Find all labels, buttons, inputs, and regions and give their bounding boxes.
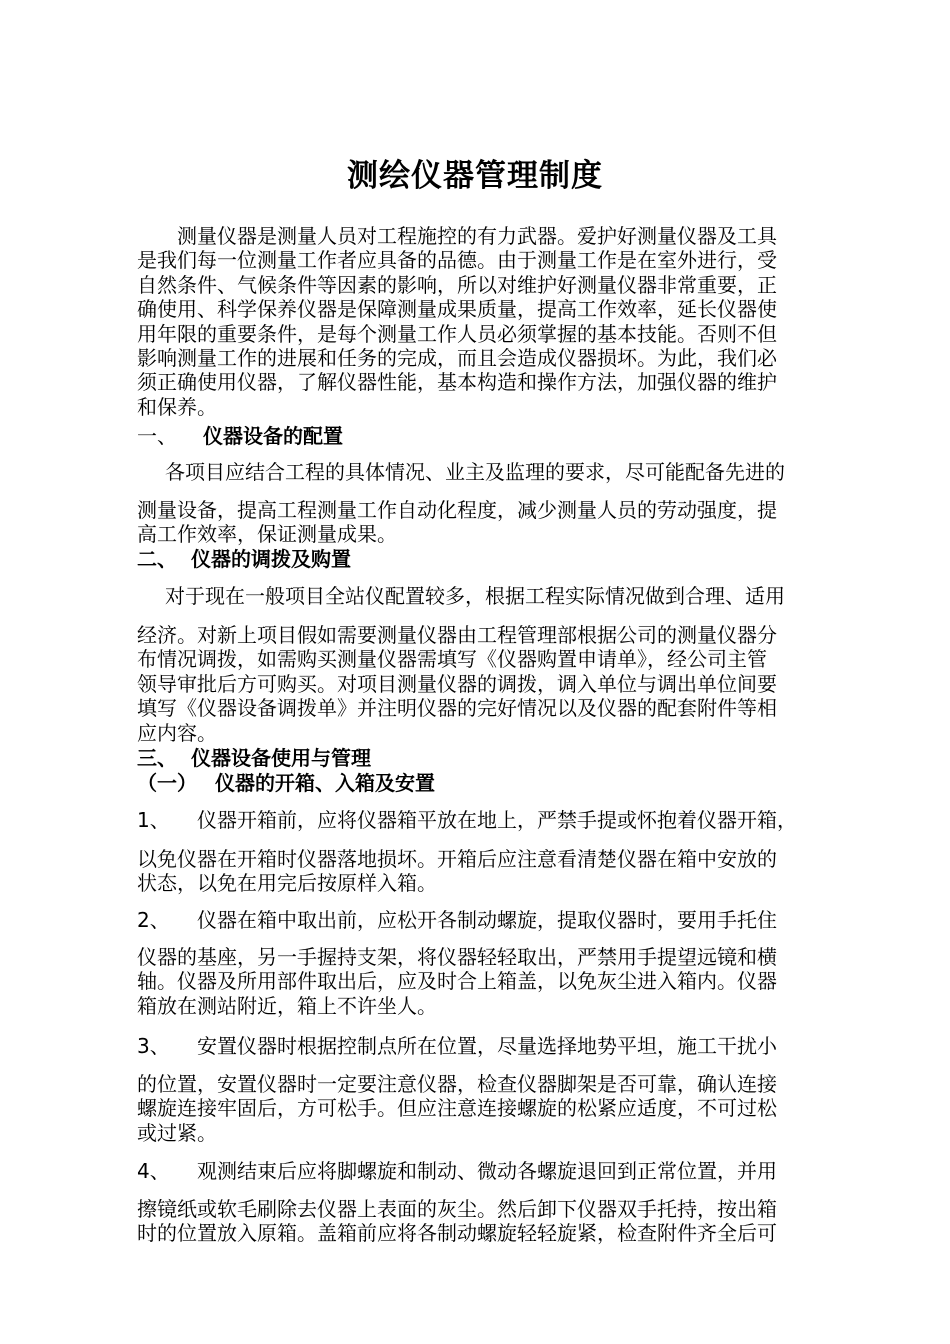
text-line: 的位置，安置仪器时一定要注意仪器，检查仪器脚架是否可靠，确认连接 [137, 1072, 777, 1096]
text-line [137, 1032, 860, 1060]
text-line: 箱放在测站附近，箱上不许坐人。 [137, 993, 437, 1018]
text-line: 状态，以免在用完后按原样入箱。 [137, 871, 437, 896]
intro-paragraph [137, 224, 860, 419]
item-4-line-1 [137, 1157, 860, 1185]
text-line: 擦镜纸或软毛刷除去仪器上表面的灰尘。然后卸下仪器双手托持，按出箱 [137, 1197, 777, 1221]
item-3-line-1 [137, 1032, 860, 1060]
text-line: 螺旋连接牢固后，方可松手。但应注意连接螺旋的松紧应适度，不可过松 [137, 1096, 777, 1121]
item-2-paragraph [137, 945, 860, 1018]
text-line: 轴。仪器及所用部件取出后，应及时合上箱盖，以免灰尘进入箱内。仪器 [137, 969, 777, 994]
section-number: 三、 [137, 746, 177, 770]
text-line: 或过紧。 [137, 1120, 217, 1145]
item-number: 3、 [137, 1034, 170, 1058]
section-title: 仪器设备使用与管理 [191, 746, 371, 770]
text-line: 布情况调拨，如需购买测量仪器需填写《仪器购置申请单》，经公司主管 [137, 647, 767, 672]
text-line: 时的位置放入原箱。盖箱前应将各制动螺旋轻轻旋紧，检查附件齐全后可 [137, 1221, 777, 1246]
item-text: 安置仪器时根据控制点所在位置，尽量选择地势平坦，施工干扰小 [197, 1034, 777, 1058]
subsection-number: （一） [137, 771, 197, 795]
item-3-paragraph [137, 1072, 860, 1145]
section-title: 仪器设备的配置 [203, 424, 343, 448]
text-line: 测量设备，提高工程测量工作自动化程度，减少测量人员的劳动强度，提 [137, 498, 777, 522]
text-line: 高工作效率，保证测量成果。 [137, 522, 397, 547]
section-number: 一、 [137, 424, 177, 448]
text-line: 影响测量工作的进展和任务的完成，而且会造成仪器损坏。为此，我们必 [137, 346, 777, 371]
text-line: 各项目应结合工程的具体情况、业主及监理的要求，尽可能配备先进的 [165, 460, 785, 484]
text-line [137, 1157, 860, 1185]
item-1-paragraph [137, 847, 860, 896]
section-number: 二、 [137, 547, 177, 571]
text-line: 测量仪器是测量人员对工程施控的有力武器。爱护好测量仪器及工具 [137, 224, 777, 248]
item-2-line-1 [137, 906, 860, 934]
text-line [137, 906, 860, 934]
text-line: 须正确使用仪器，了解仪器性能，基本构造和操作方法，加强仪器的维护 [137, 370, 777, 395]
text-line: 以免仪器在开箱时仪器落地损坏。开箱后应注意看清楚仪器在箱中安放的 [137, 847, 777, 871]
section-2-paragraph [137, 623, 860, 745]
page-title: 测绘仪器管理制度 [347, 158, 603, 194]
text-line: 领导审批后方可购买。对项目测量仪器的调拨，调入单位与调出单位间要 [137, 671, 777, 696]
section-title: 仪器的调拨及购置 [191, 547, 351, 571]
text-line: 对于现在一般项目全站仪配置较多，根据工程实际情况做到合理、适用 [165, 584, 785, 608]
item-text: 观测结束后应将脚螺旋和制动、微动各螺旋退回到正常位置，并用 [197, 1159, 777, 1183]
text-line: 确使用、科学保养仪器是保障测量成果质量，提高工作效率，延长仪器使 [137, 297, 777, 322]
text-line: 应内容。 [137, 720, 217, 745]
text-line: 用年限的重要条件，是每个测量工作人员必须掌握的基本技能。否则不但 [137, 321, 777, 346]
item-1-line-1 [137, 806, 860, 834]
item-number: 4、 [137, 1159, 170, 1183]
section-heading-1 [137, 424, 860, 448]
section-heading-3 [137, 746, 860, 770]
item-text: 仪器在箱中取出前，应松开各制动螺旋，提取仪器时，要用手托住 [197, 908, 777, 932]
subsection-heading [137, 771, 860, 795]
text-line: 和保养。 [137, 394, 217, 419]
section-1-line-1 [137, 458, 860, 486]
item-number: 2、 [137, 908, 170, 932]
text-line: 是我们每一位测量工作者应具备的品德。由于测量工作是在室外进行，受 [137, 248, 777, 273]
section-1-paragraph [137, 498, 860, 547]
text-line [137, 806, 860, 834]
item-number: 1、 [137, 808, 170, 832]
text-line: 仪器的基座，另一手握持支架，将仪器轻轻取出，严禁用手提望远镜和横 [137, 945, 777, 969]
text-line: 填写《仪器设备调拨单》并注明仪器的完好情况以及仪器的配套附件等相 [137, 696, 777, 721]
section-heading-2 [137, 547, 860, 571]
item-4-paragraph [137, 1197, 860, 1246]
text-line: 经济。对新上项目假如需要测量仪器由工程管理部根据公司的测量仪器分 [137, 623, 777, 647]
item-text: 仪器开箱前，应将仪器箱平放在地上，严禁手提或怀抱着仪器开箱， [197, 808, 797, 832]
text-line: 自然条件、气候条件等因素的影响，所以对维护好测量仪器非常重要，正 [137, 272, 777, 297]
subsection-title: 仪器的开箱、入箱及安置 [215, 771, 435, 795]
section-2-line-1 [137, 582, 860, 610]
